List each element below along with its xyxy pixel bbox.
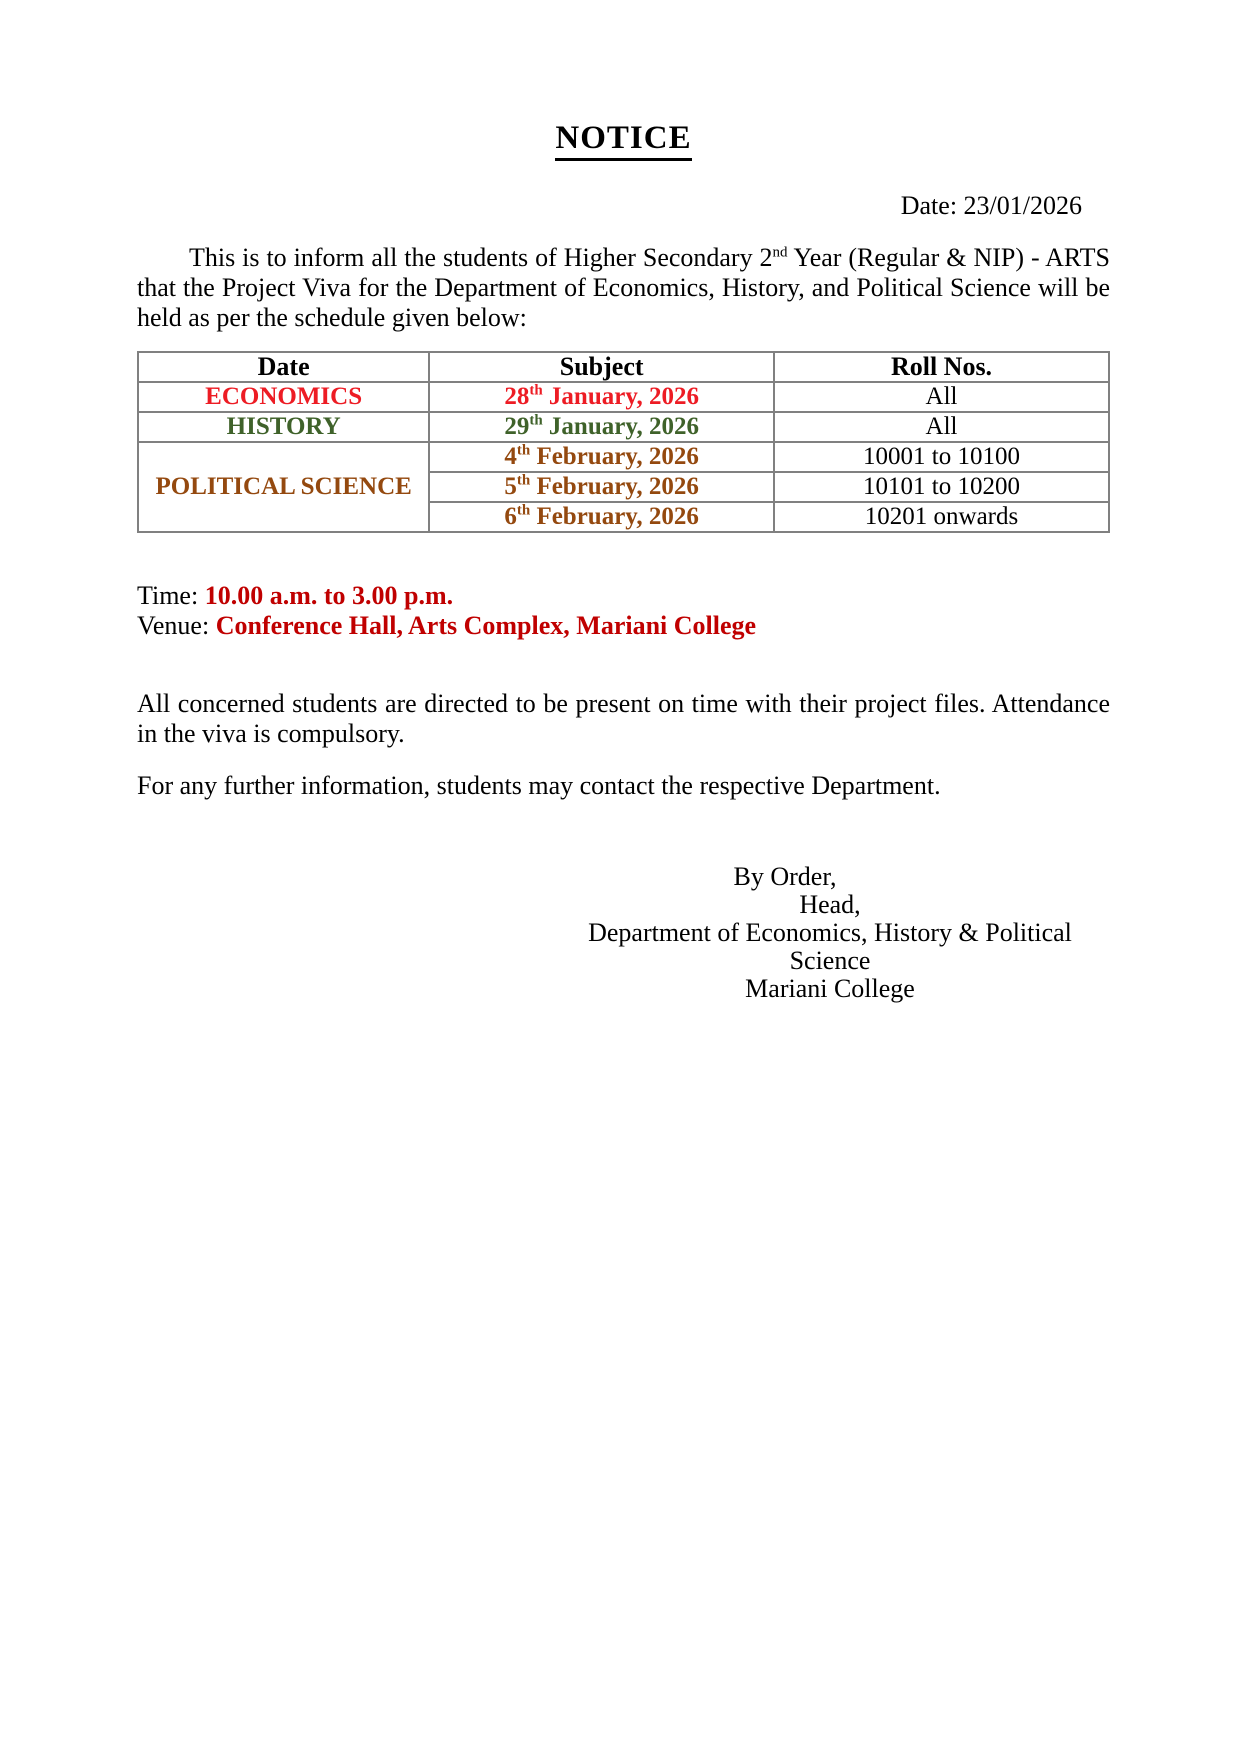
date-day: 5 (504, 473, 517, 501)
intro-text-2: Year (Regular & NIP) - ARTS that the Project Viva for the Department of Economics, History, and Political Science will be held as per the schedule given below: (137, 243, 1111, 333)
subject-history: HISTORY (138, 412, 429, 442)
date-economics (429, 382, 774, 412)
time-value: 10.00 a.m. to 3.00 p.m. (204, 581, 454, 611)
roll-political-science-2: 10101 to 10200 (774, 472, 1109, 502)
contact-paragraph: For any further information, students may contact the respective Department. (137, 771, 941, 801)
subject-political-science: POLITICAL SCIENCE (138, 442, 429, 532)
instruction-paragraph: All concerned students are directed to be present on time with their project files. Attendance in the viva is compulsory. (137, 689, 1110, 749)
intro-ordinal-suffix: nd (772, 244, 788, 261)
date-ordinal-suffix: th (529, 412, 543, 429)
signatory-department: Department of Economics, History & Political Science (588, 918, 1072, 976)
intro-text-1: This is to inform all the students of Higher Secondary 2 (189, 243, 773, 273)
date-day: 28 (504, 383, 530, 411)
subject-economics: ECONOMICS (138, 382, 429, 412)
time-venue-block (137, 581, 1110, 641)
roll-political-science-1: 10001 to 10100 (774, 442, 1109, 472)
date-political-science-1 (429, 442, 774, 472)
date-ordinal-suffix: th (516, 472, 531, 489)
signature-block (550, 863, 1110, 1003)
date-rest: February, 2026 (530, 473, 699, 501)
date-rest: January, 2026 (542, 413, 699, 441)
date-history (429, 412, 774, 442)
header-date: Date (138, 352, 429, 382)
date-rest: February, 2026 (530, 503, 699, 531)
header-subject: Subject (429, 352, 774, 382)
table-row-history (138, 412, 1109, 442)
title-wrap (137, 120, 1110, 161)
intro-paragraph (137, 243, 1110, 333)
table-row-economics (138, 382, 1109, 412)
date-political-science-3 (429, 502, 774, 532)
roll-economics: All (774, 382, 1109, 412)
table-row-political-science-1 (138, 442, 1109, 472)
date-ordinal-suffix: th (516, 442, 531, 459)
date-rest: January, 2026 (542, 383, 699, 411)
date-day: 6 (504, 503, 517, 531)
venue-value: Conference Hall, Arts Complex, Mariani College (215, 611, 757, 641)
roll-history: All (774, 412, 1109, 442)
date-ordinal-suffix: th (516, 502, 531, 519)
table-header-row (138, 352, 1109, 382)
by-order-line: By Order, (733, 862, 837, 892)
date-day: 4 (504, 443, 517, 471)
signatory-college: Mariani College (745, 974, 915, 1004)
header-roll-nos: Roll Nos. (774, 352, 1109, 382)
issue-date: Date: 23/01/2026 (900, 191, 1082, 221)
date-rest: February, 2026 (530, 443, 699, 471)
roll-political-science-3: 10201 onwards (774, 502, 1109, 532)
page-title: NOTICE (555, 120, 691, 161)
venue-label: Venue: (137, 611, 210, 641)
venue-line (137, 611, 1110, 641)
time-label: Time: (137, 581, 199, 611)
date-political-science-2 (429, 472, 774, 502)
schedule-table (137, 351, 1110, 533)
date-ordinal-suffix: th (529, 382, 543, 399)
signatory-title: Head, (799, 890, 861, 920)
time-line (137, 581, 1110, 611)
date-day: 29 (504, 413, 530, 441)
